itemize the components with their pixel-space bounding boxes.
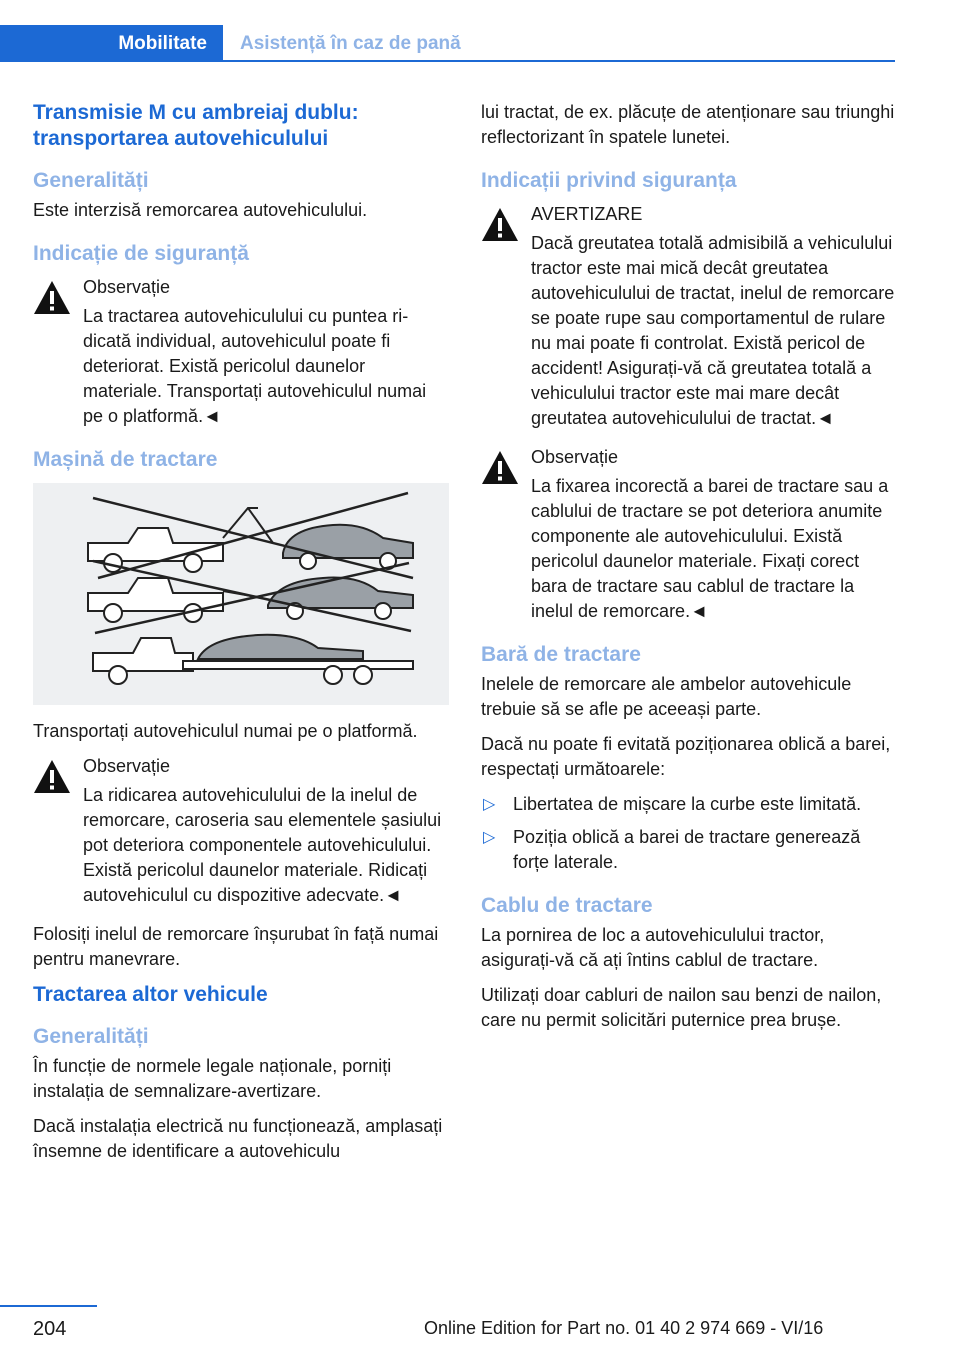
left-column [33, 100, 449, 1174]
warning-triangle-icon [481, 449, 519, 487]
warning-note [33, 275, 449, 429]
page-number: 204 [33, 1318, 67, 1340]
subheading-safety: Indicație de siguranță [33, 242, 249, 265]
warning-triangle-icon [33, 279, 71, 317]
tab-mobilitate[interactable]: Mobilitate [0, 25, 223, 62]
subheading-tow-truck: Mașină de tractare [33, 448, 218, 471]
tow-truck-illustration [33, 483, 449, 705]
warning-text: La tractarea autovehiculului cu puntea ridicată individual, autovehiculul poate fi deteriorat. Există pericolul daunelor materiale. Transportați autovehiculul numai pe o platformă.◄ [83, 306, 427, 426]
list-item: ▷ Poziția oblică a barei de tractare generează forțe laterale. [483, 827, 861, 872]
paragraph: În funcție de normele legale naționale, porniți instalația de semnalizare-avertizare. [33, 1056, 392, 1101]
paragraph: Dacă nu poate fi evitată poziționarea oblică a barei, respectați următoarele: [481, 734, 891, 779]
subheading-safety-notes: Indicații privind siguranța [481, 169, 737, 192]
warning-triangle-icon [33, 758, 71, 796]
paragraph: Inelele de remorcare ale ambelor autovehicule trebuie să se afle pe aceeași parte. [481, 674, 852, 719]
warning-text: La ridicarea autovehiculului de la inelul de remorcare, caroseria sau elementele șasiului pot deteriora componentele autovehiculului. Există pericolul daunelor materiale. Ridicați autovehiculul cu dispozitive adecvate.◄ [83, 785, 442, 905]
warning-note [33, 754, 449, 908]
paragraph: Folosiți inelul de remorcare înșurubat în față numai pentru manevrare. [33, 924, 439, 969]
section-title: Transmisie M cu ambreiaj dublu: transportarea autovehiculului [33, 101, 359, 150]
warning-heading: Observație [531, 447, 619, 467]
warning-note [481, 445, 895, 624]
list-item: ▷ Libertatea de mișcare la curbe este limitată. [481, 792, 895, 817]
warning-text: La fixarea incorectă a barei de tractare sau a cablului de tractare se pot deteriora anumite componente ale autovehiculului. Există pericolul daunelor materiale. Fixați corect bara de tractare sau cablul de tractare la inelul de remorcare.◄ [531, 476, 889, 621]
right-column [481, 100, 895, 1043]
section-title-tractarea: Tractarea altor vehicule [33, 983, 268, 1006]
edition-info: Online Edition for Part no. 01 40 2 974 669 - VI/16 [424, 1318, 824, 1338]
tow-truck-image [33, 483, 449, 705]
paragraph: Dacă instalația electrică nu funcționează, amplasați însemne de identificare a autovehiculu [33, 1116, 443, 1161]
subheading-tow-bar: Bară de tractare [481, 643, 641, 666]
warning-note [481, 202, 895, 431]
paragraph: lui tractat, de ex. plăcuțe de atenționare sau triunghi reflectorizant în spatele lunetei. [481, 102, 895, 147]
triangle-bullet-icon: ▷ [483, 796, 496, 813]
paragraph: Utilizați doar cabluri de nailon sau benzi de nailon, care nu permit solicitări puternice prea brușe. [481, 985, 882, 1030]
warning-heading: Observație [83, 277, 171, 297]
triangle-bullet-icon: ▷ [483, 829, 496, 846]
subheading-generalitati: Generalități [33, 169, 149, 192]
warning-heading: Observație [83, 756, 171, 776]
figure-caption: Transportați autovehiculul numai pe o platformă. [33, 721, 418, 741]
warning-text: Dacă greutatea totală admisibilă a vehiculului tractor este mai mică decât greutatea autovehiculului de tractat, inelul de remorcare se poate rupe sau comportamentul de rulare nu mai poate fi controlat. Există pericol de accident! Asigurați-vă că greutatea totală a vehiculului tractor este mai mare decât greutatea autovehiculului de tractat.◄ [531, 233, 895, 428]
warning-triangle-icon [481, 206, 519, 244]
subheading-generalitati-2: Generalități [33, 1025, 149, 1048]
paragraph: Este interzisă remorcarea autovehiculului. [33, 200, 368, 220]
paragraph: La pornirea de loc a autovehiculului tractor, asigurați-vă că ați întins cablul de tractare. [481, 925, 825, 970]
footer-rule [0, 1305, 97, 1307]
subheading-tow-cable: Cablu de tractare [481, 894, 653, 917]
warning-heading: AVERTIZARE [531, 204, 643, 224]
bullet-list [481, 792, 895, 875]
tab-asistenta[interactable]: Asistență în caz de pană [240, 32, 461, 54]
